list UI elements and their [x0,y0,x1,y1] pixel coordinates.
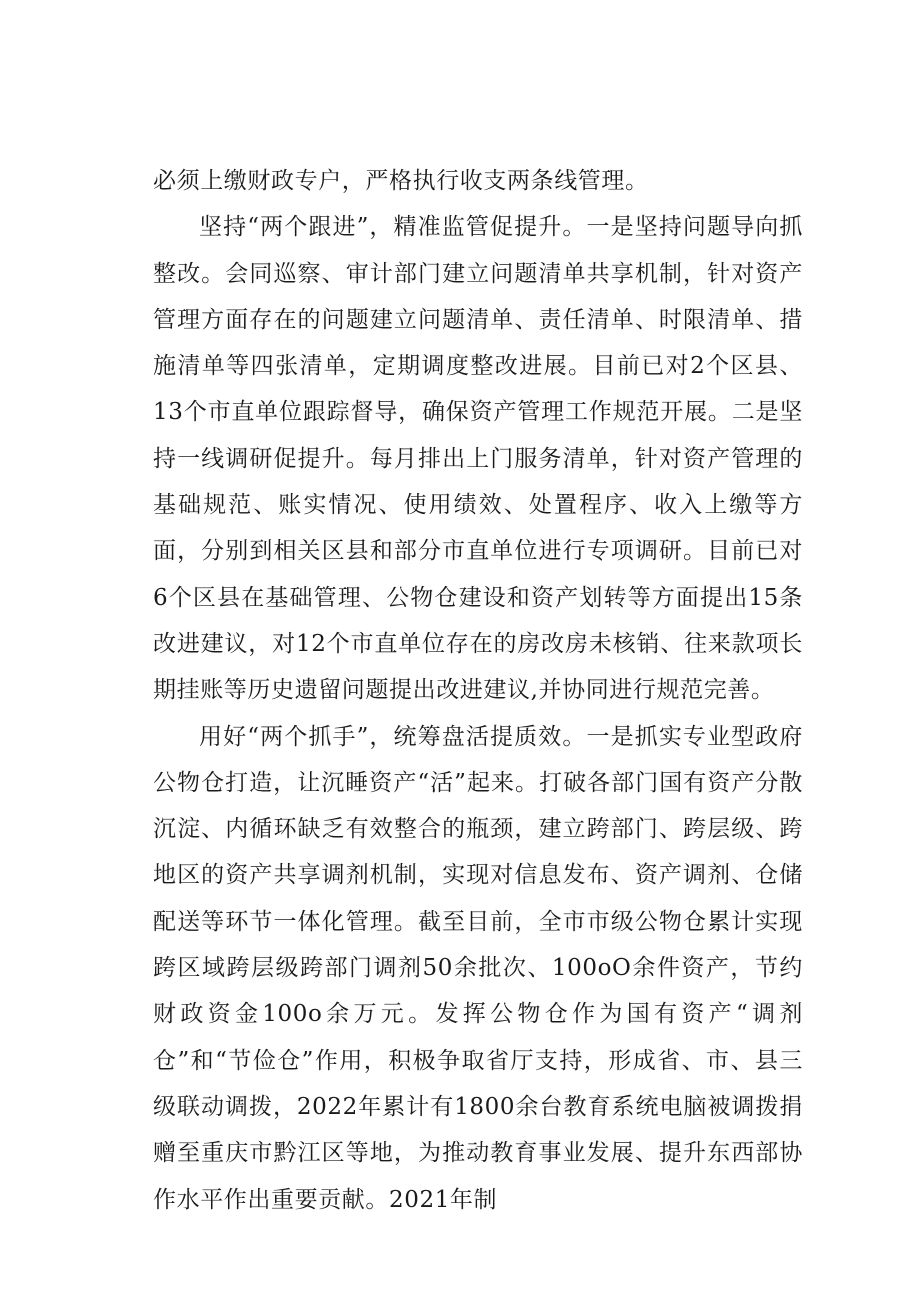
paragraph-two-follow-ups: 坚持“两个跟进”，精准监管促提升。一是坚持问题导向抓整改。会同巡察、审计部门建立问题清单共享机制，针对资产管理方面存在的问题建立问题清单、责任清单、时限清单、措施清单等四张清单，定期调度整改进展。目前已对2个区县、13个市直单位跟踪督导，确保资产管理工作规范开展。二是坚持一线调研促提升。每月排出上门服务清单，针对资产管理的基础规范、账实情况、使用绩效、处置程序、收入上缴等方面，分别到相关区县和部分市直单位进行专项调研。目前已对6个区县在基础管理、公物仓建设和资产划转等方面提出15条改进建议，对12个市直单位存在的房改房未核销、往来款项长期挂账等历史遗留问题提出改进建议,并协同进行规范完善。 [153,214,803,704]
paragraph-two-levers: 用好“两个抓手”，统筹盘活提质效。一是抓实专业型政府公物仓打造，让沉睡资产“活”起来。打破各部门国有资产分散沉淀、内循环缺乏有效整合的瓶颈，建立跨部门、跨层级、跨地区的资产共享调剂机制，实现对信息发布、资产调剂、仓储配送等环节一体化管理。截至目前，全市市级公物仓累计实现跨区域跨层级跨部门调剂50余批次、100oO余件资产，节约财政资金100o余万元。发挥公物仓作为国有资产“调剂仓”和“节俭仓”作用，积极争取省厅支持，形成省、市、县三级联动调拨，2022年累计有1800余台教育系统电脑被调拨捐赠至重庆市黔江区等地，为推动教育事业发展、提升东西部协作水平作出重要贡献。2021年制 [153,723,803,1213]
paragraph-continuation: 必须上缴财政专户，严格执行收支两条线管理。 [153,168,649,194]
body-text [153,158,803,1223]
